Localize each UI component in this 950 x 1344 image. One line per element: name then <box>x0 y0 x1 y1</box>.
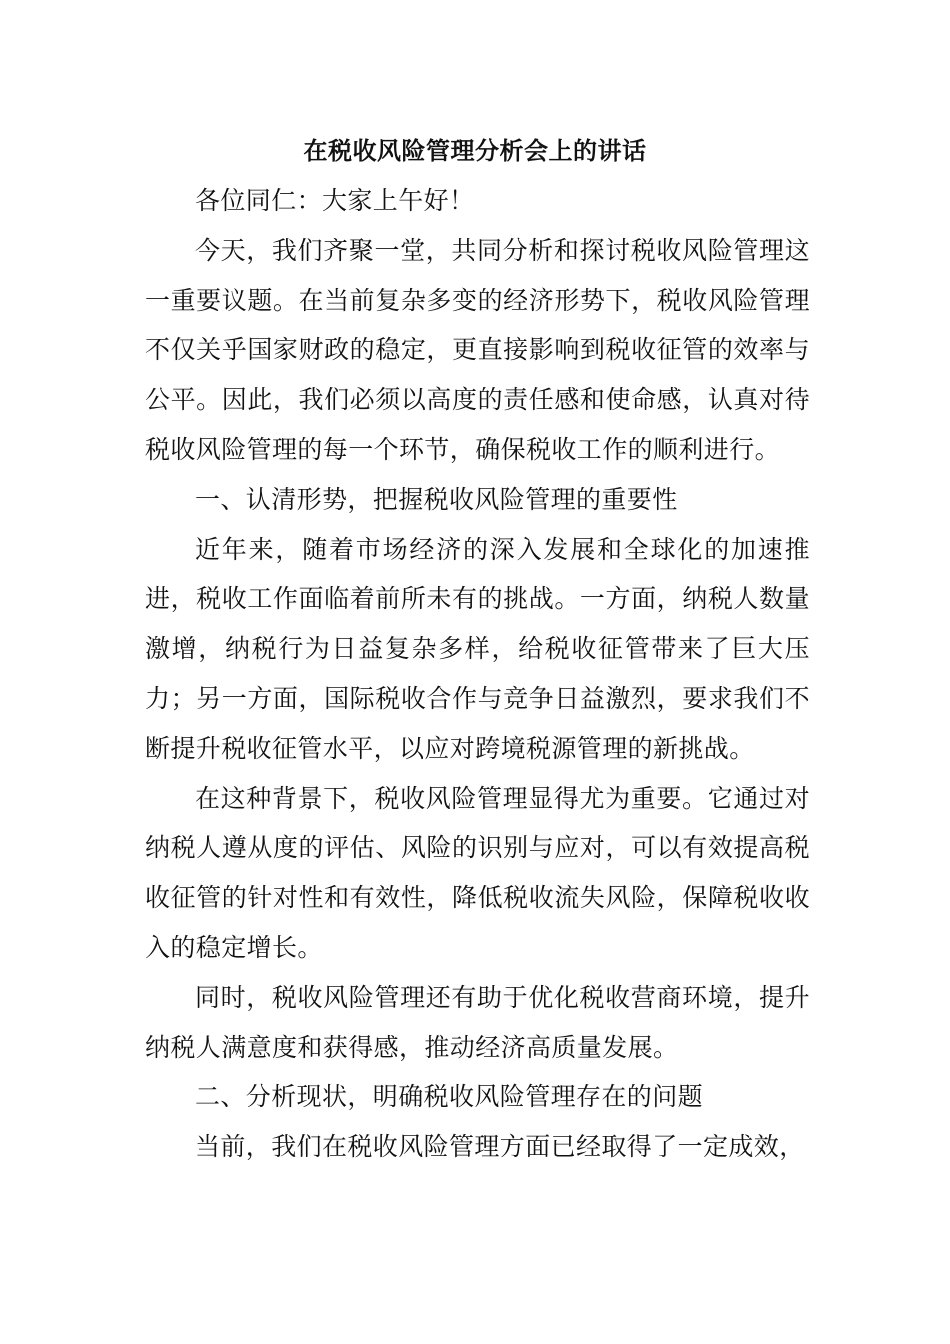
document-title: 在税收风险管理分析会上的讲话 <box>303 137 647 165</box>
paragraph-importance: 在这种背景下，税收风险管理显得尤为重要。它通过对纳税人遵从度的评估、风险的识别与应对，可以有效提高税收征管的针对性和有效性，降低税收流失风险，保障税收收入的稳定增长。 <box>145 783 810 962</box>
section-heading-1: 一、认清形势，把握税收风险管理的重要性 <box>195 484 678 514</box>
paragraph-current: 当前，我们在税收风险管理方面已经取得了一定成效， <box>195 1132 805 1162</box>
section-heading-2: 二、分析现状，明确税收风险管理存在的问题 <box>195 1082 704 1112</box>
paragraph-situation: 近年来，随着市场经济的深入发展和全球化的加速推进，税收工作面临着前所未有的挑战。一方面，纳税人数量激增，纳税行为日益复杂多样，给税收征管带来了巨大压力；另一方面，国际税收合作与竞争日益激烈，要求我们不断提升税收征管水平，以应对跨境税源管理的新挑战。 <box>145 534 810 763</box>
paragraph-intro: 今天，我们齐聚一堂，共同分析和探讨税收风险管理这一重要议题。在当前复杂多变的经济形势下，税收风险管理不仅关乎国家财政的稳定，更直接影响到税收征管的效率与公平。因此，我们必须以高度的责任感和使命感，认真对待税收风险管理的每一个环节，确保税收工作的顺利进行。 <box>145 235 810 464</box>
paragraph-environment: 同时，税收风险管理还有助于优化税收营商环境，提升纳税人满意度和获得感，推动经济高质量发展。 <box>145 982 810 1062</box>
document-body <box>145 176 810 1172</box>
paragraph-greeting: 各位同仁：大家上午好！ <box>195 186 475 215</box>
